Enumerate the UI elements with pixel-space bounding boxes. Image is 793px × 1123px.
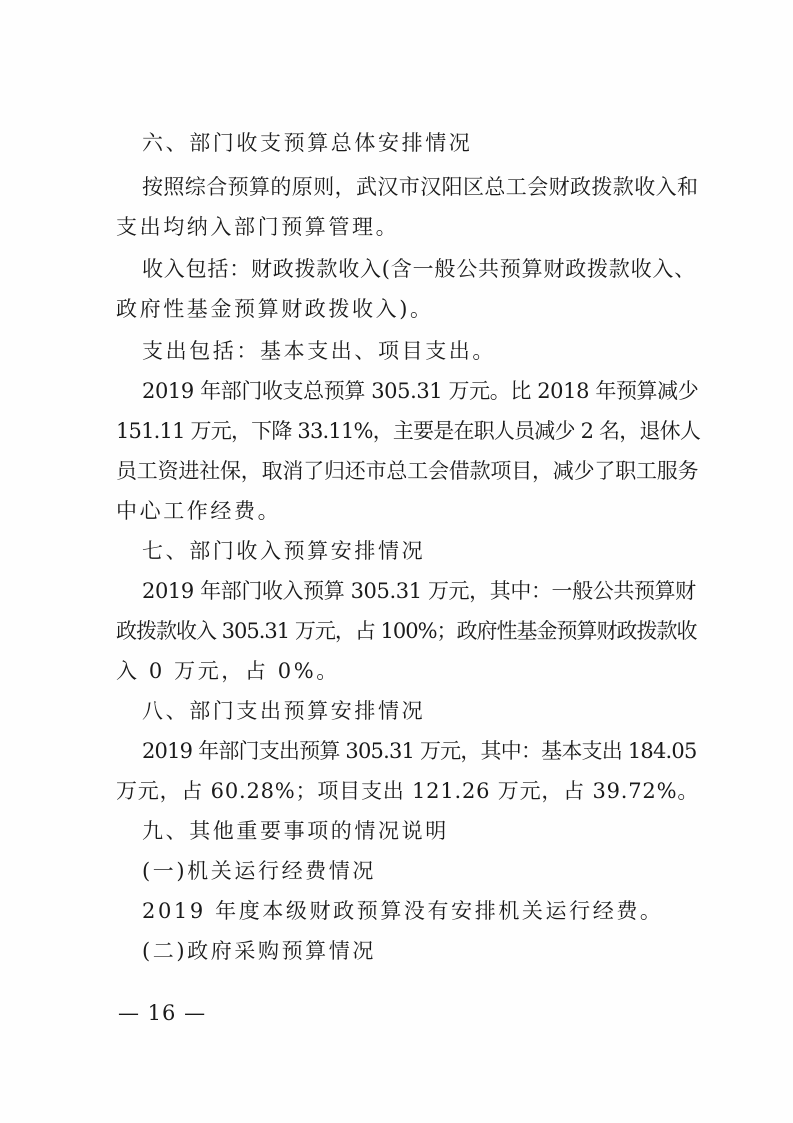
- section-heading-9: 九、其他重要事项的情况说明: [142, 819, 449, 843]
- paragraph-line: 支出包括：基本支出、项目支出。: [142, 339, 496, 363]
- paragraph-line: 政府性基金预算财政拨收入)。: [116, 297, 434, 321]
- paragraph-line: 中心工作经费。: [116, 499, 282, 523]
- paragraph-line: 151.11 万元，下降 33.11%，主要是在职人员减少 2 名，退休人: [116, 419, 701, 443]
- paragraph-line: 万元，占 60.28%；项目支出 121.26 万元，占 39.72%。: [116, 779, 700, 803]
- paragraph-line: 收入包括：财政拨款收入(含一般公共预算财政拨款收入、: [142, 257, 696, 281]
- paragraph-line: 政拨款收入 305.31 万元，占 100%；政府性基金预算财政拨款收: [116, 619, 697, 643]
- paragraph-line: 入 0 万元，占 0%。: [116, 659, 340, 683]
- subsection-heading-2: (二)政府采购预算情况: [142, 939, 376, 963]
- section-heading-8: 八、部门支出预算安排情况: [142, 699, 426, 723]
- section-heading-7: 七、部门收入预算安排情况: [142, 539, 426, 563]
- paragraph-line: 支出均纳入部门预算管理。: [116, 215, 400, 239]
- paragraph-line: 2019 年部门收入预算 305.31 万元，其中：一般公共预算财: [142, 579, 696, 603]
- paragraph-line: 员工资进社保，取消了归还市总工会借款项目，减少了职工服务: [116, 459, 699, 483]
- section-heading-6: 六、部门收支预算总体安排情况: [142, 131, 473, 155]
- paragraph-line: 2019 年度本级财政预算没有安排机关运行经费。: [142, 899, 664, 923]
- paragraph-line: 2019 年部门收支总预算 305.31 万元。比 2018 年预算减少: [142, 379, 699, 403]
- page-number: — 16 —: [118, 1001, 207, 1025]
- subsection-heading-1: (一)机关运行经费情况: [142, 859, 376, 883]
- paragraph-line: 2019 年部门支出预算 305.31 万元，其中：基本支出 184.05: [142, 739, 697, 763]
- paragraph-line: 按照综合预算的原则，武汉市汉阳区总工会财政拨款收入和: [142, 175, 699, 199]
